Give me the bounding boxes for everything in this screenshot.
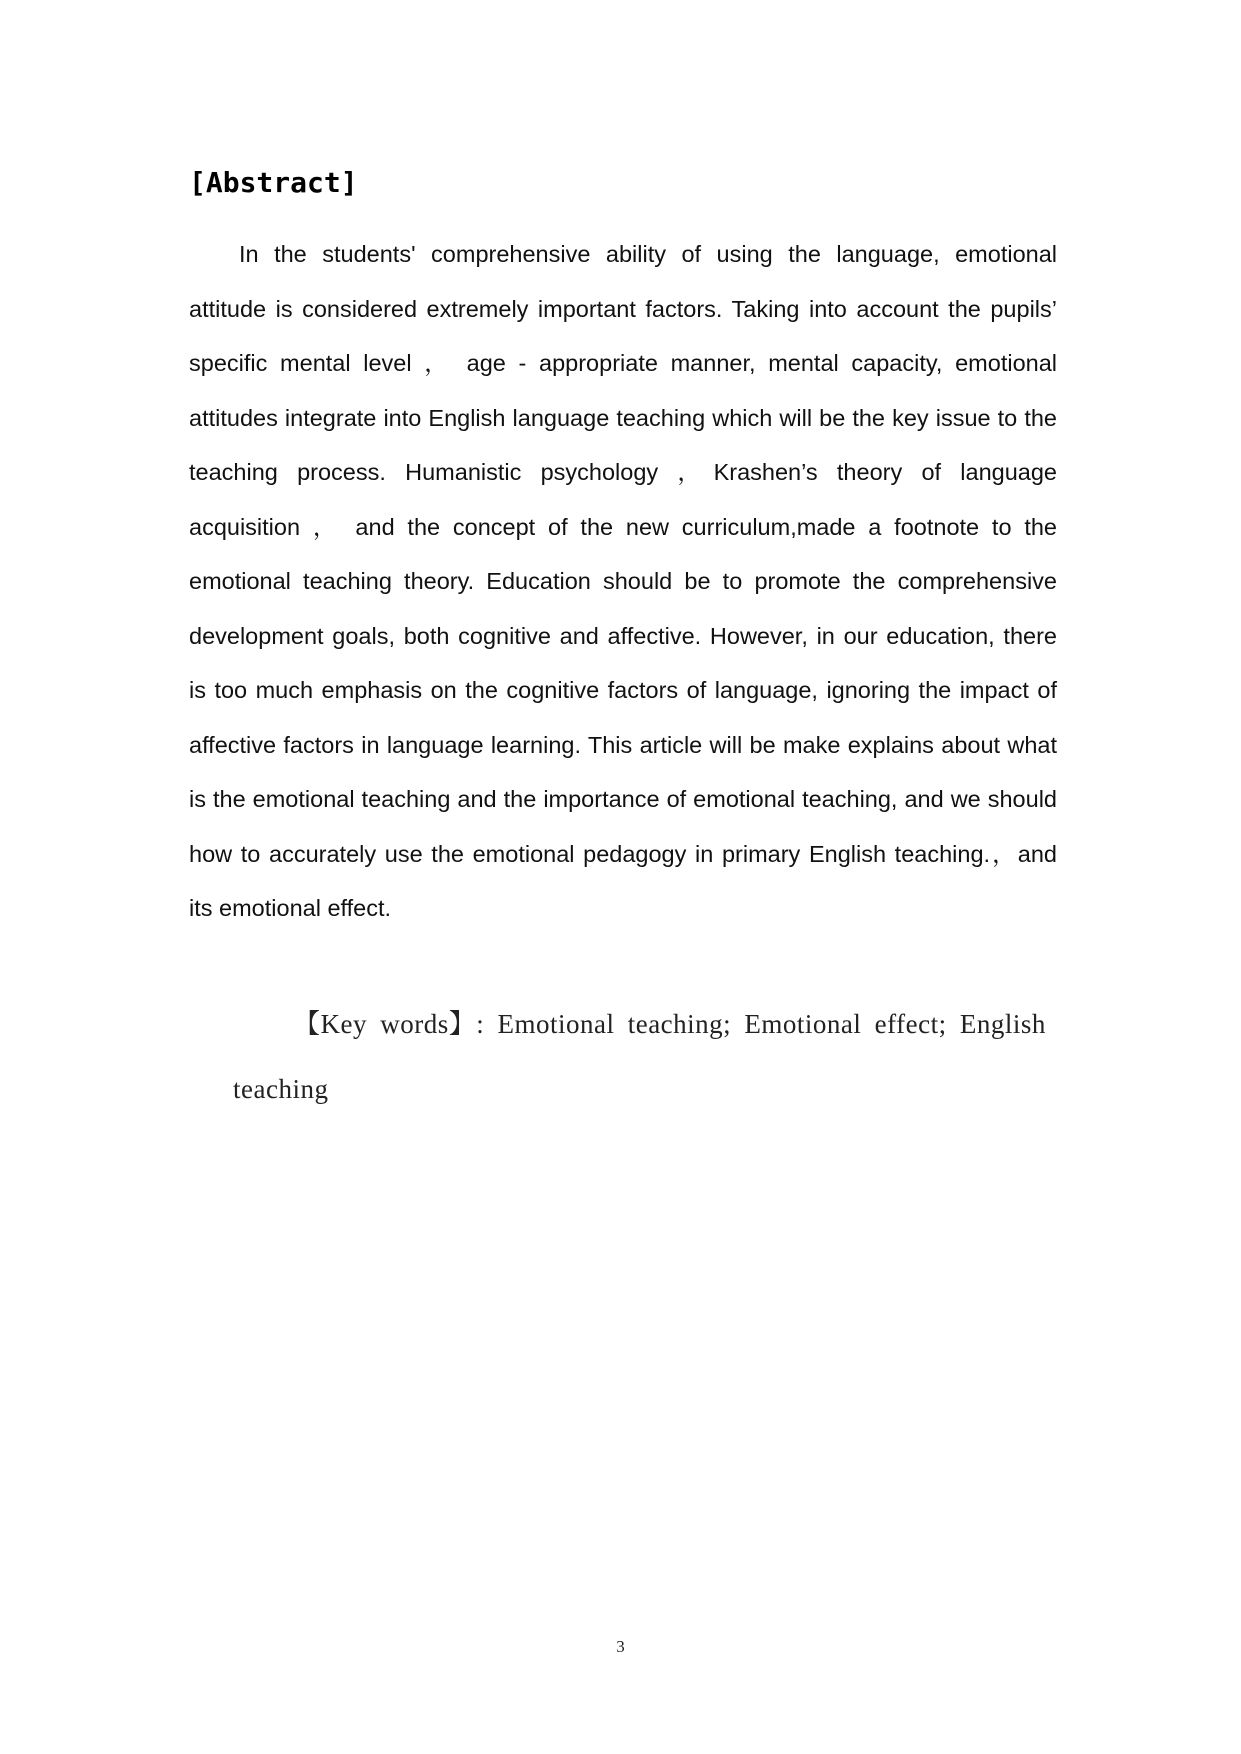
page-number: 3: [616, 1637, 625, 1656]
keywords-paragraph: [233, 992, 1057, 1122]
keywords-label: 【Key words】:: [293, 1009, 498, 1039]
keywords-text: Emotional teaching; Emotional effect; English teaching: [233, 1009, 1046, 1104]
abstract-heading: [Abstract]: [189, 166, 358, 199]
abstract-paragraph: In the students' comprehensive ability of using the language, emotional attitude is considered extremely important factors. Taking into account the pupils’ specific mental level ， age - appropriate manner, mental capacity, emotional attitudes integrate into English language teaching which will be the key issue to the teaching process. Humanistic psychology ，Krashen’s theory of language acquisition ， and the concept of the new curriculum,made a footnote to the emotional teaching theory. Education should be to promote the comprehensive development goals, both cognitive and affective. However, in our education, there is too much emphasis on the cognitive factors of language, ignoring the impact of affective factors in language learning. This article will be make explains about what is the emotional teaching and the importance of emotional teaching, and we should how to accurately use the emotional pedagogy in primary English teaching.，and its emotional effect.: [189, 241, 1057, 921]
